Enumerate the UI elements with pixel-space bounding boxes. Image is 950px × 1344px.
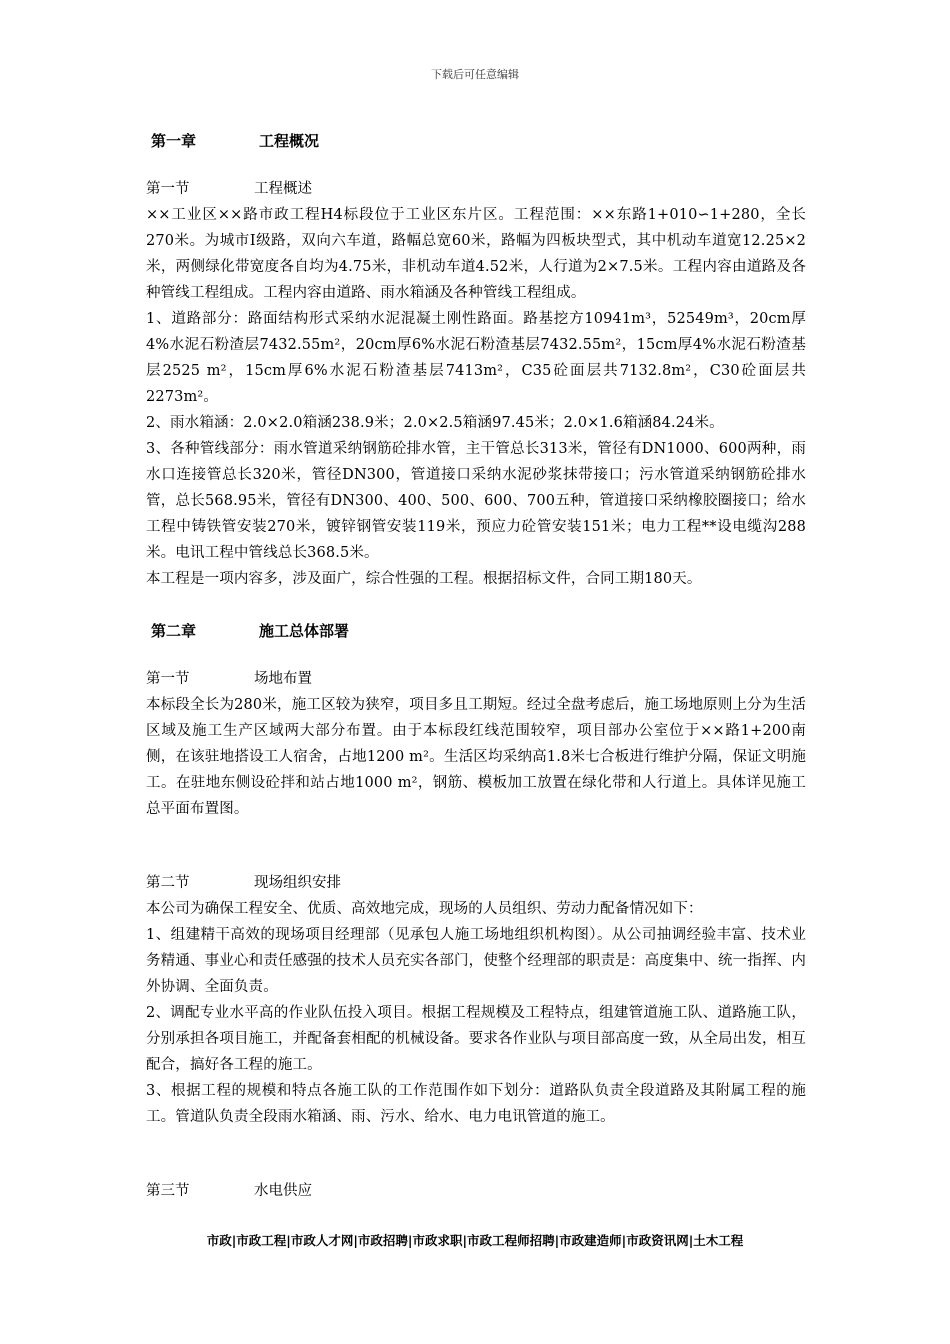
paragraph: ××工业区××路市政工程H4标段位于工业区东片区。工程范围：××东路1+010∽1+280，全长270米。为城市Ⅰ级路，双向六车道，路幅总宽60米，路幅为四板块型式，其中机动车道宽12.25×2米，两侧绿化带宽度各自均为4.75米，非机动车道4.52米，人行道为2×7.5米。工程内容由道路及各种管线工程组成。工程内容由道路、雨水箱涵及各种管线工程组成。	[146, 207, 806, 301]
section-title: 工程概述	[254, 181, 312, 197]
section-number: 第三节	[146, 1183, 190, 1199]
section-number: 第一节	[146, 181, 190, 197]
document-body	[146, 120, 806, 1204]
paragraph: 1、道路部分：路面结构形式采纳水泥混凝土刚性路面。路基挖方10941m³，52549m³，20cm厚4%水泥石粉渣层7432.55m²，20cm厚6%水泥石粉渣基层7432.55m²，15cm厚4%水泥石粉渣基层2525 m²，15cm厚6%水泥石粉渣基层7413m²，C35砼面层共7132.8m²，C30砼面层共2273m²。	[146, 311, 806, 405]
chapter-number: 第二章	[151, 622, 197, 640]
section-number: 第一节	[146, 671, 190, 687]
paragraph: 本公司为确保工程安全、优质、高效地完成，现场的人员组织、劳动力配备情况如下：	[146, 901, 703, 917]
paragraph: 本标段全长为280米，施工区较为狭窄，项目多且工期短。经过全盘考虑后，施工场地原则上分为生活区域及施工生产区域两大部分布置。由于本标段红线范围较窄，项目部办公室位于××路1+200南侧，在该驻地搭设工人宿舍，占地1200 m²。生活区均采纳高1.8米七合板进行维护分隔，保证文明施工。在驻地东侧设砼拌和站占地1000 m²，钢筋、模板加工放置在绿化带和人行道上。具体详见施工总平面布置图。	[146, 697, 806, 817]
section-title: 现场组织安排	[254, 875, 341, 891]
paragraph: 本工程是一项内容多，涉及面广，综合性强的工程。根据招标文件，合同工期180天。	[146, 571, 702, 587]
paragraph: 3、各种管线部分：雨水管道采纳钢筋砼排水管，主干管总长313米，管径有DN1000、600两种，雨水口连接管总长320米，管径DN300，管道接口采纳水泥砂浆抹带接口；污水管道采纳钢筋砼排水管，总长568.95米，管径有DN300、400、500、600、700五种，管道接口采纳橡胶圈接口；给水工程中铸铁管安装270米，镀锌钢管安装119米，预应力砼管安装151米；电力工程**设电缆沟288米。电讯工程中管线总长368.5米。	[146, 441, 806, 561]
section-number: 第二节	[146, 875, 190, 891]
chapter-number: 第一章	[151, 132, 197, 150]
section-heading	[146, 666, 806, 692]
chapter-1-heading	[151, 128, 806, 154]
paragraph: 1、组建精干高效的现场项目经理部（见承包人施工场地组织机构图）。从公司抽调经验丰富、技术业务精通、事业心和责任感强的技术人员充实各部门，使整个经理部的职责是：高度集中、统一指挥、内外协调、全面负责。	[146, 927, 806, 995]
paragraph: 2、雨水箱涵：2.0×2.0箱涵238.9米；2.0×2.5箱涵97.45米；2.0×1.6箱涵84.24米。	[146, 415, 724, 431]
section-title: 场地布置	[254, 671, 312, 687]
chapter-2-heading	[151, 618, 806, 644]
section-title: 水电供应	[254, 1183, 312, 1199]
paragraph: 2、调配专业水平高的作业队伍投入项目。根据工程规模及工程特点，组建管道施工队、道路施工队，分别承担各项目施工，并配备套相配的机械设备。要求各作业队与项目部高度一致，从全局出发，相互配合，搞好各工程的施工。	[146, 1005, 806, 1073]
section-heading	[146, 1178, 806, 1204]
paragraph: 3、根据工程的规模和特点各施工队的工作范围作如下划分：道路队负责全段道路及其附属工程的施工。管道队负责全段雨水箱涵、雨、污水、给水、电力电讯管道的施工。	[146, 1083, 806, 1125]
section-heading	[146, 870, 806, 896]
chapter-title: 工程概况	[259, 132, 320, 150]
footer-links: 市政|市政工程|市政人才网|市政招聘|市政求职|市政工程师招聘|市政建造师|市政资讯网|土木工程	[206, 1233, 744, 1248]
header-note: 下载后可任意编辑	[431, 68, 519, 81]
section-heading	[146, 176, 806, 202]
chapter-title: 施工总体部署	[259, 622, 350, 640]
